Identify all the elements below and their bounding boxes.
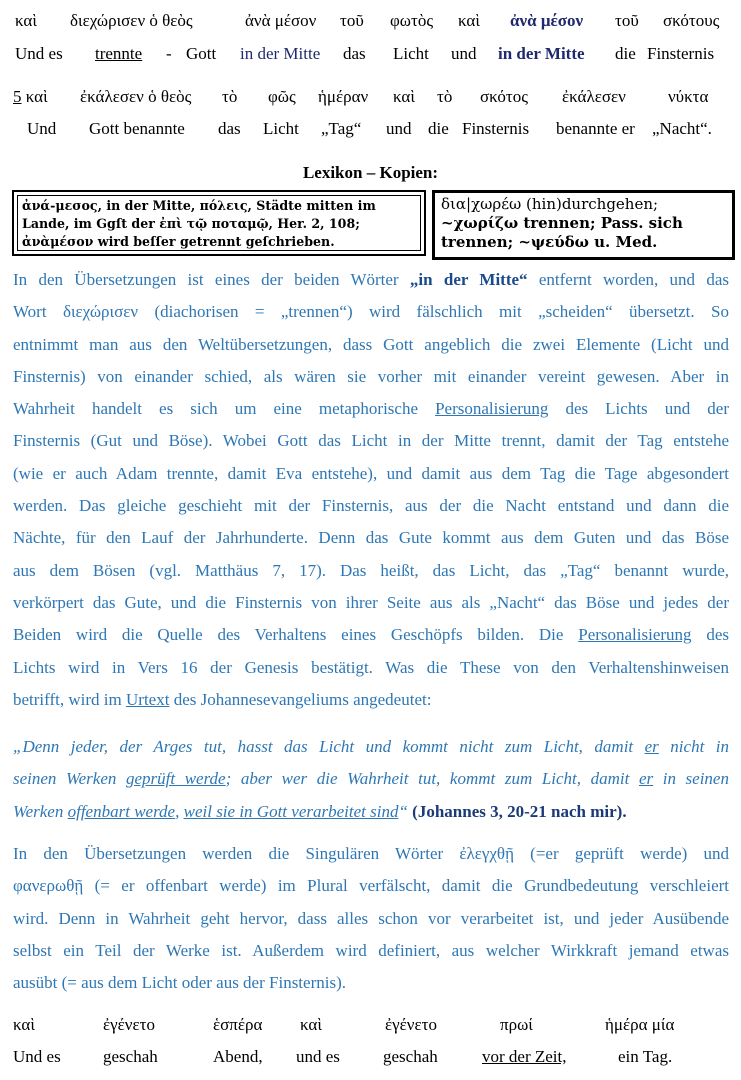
german-word: geschah	[103, 1047, 158, 1066]
german-word: in der Mitte	[498, 44, 585, 63]
lexicon-line: ~χωρίζω trennen; Pass. sich	[441, 214, 683, 232]
greek-word: πρωί	[500, 1015, 533, 1034]
text-line: Beiden wird die Quelle des Verhaltens eines Geschöpfs bilden. Die Personalisierung des	[13, 625, 729, 645]
german-word: benannte er	[556, 119, 635, 138]
greek-line-1	[0, 11, 741, 35]
text-line: entnimmt man aus den Weltübersetzungen, dass Gott angeblich die zwei Elemente (Licht und	[13, 334, 729, 354]
lexicon-line: ἀνά-μεσος, in der Mitte, πόλεις, Städte mitten im	[22, 198, 376, 213]
commentary-paragraph-2	[13, 838, 729, 999]
german-line-3	[0, 1047, 741, 1071]
greek-word: καὶ	[13, 1015, 35, 1034]
greek-word: ἑσπέρα	[213, 1015, 263, 1034]
german-word: Finsternis	[647, 44, 715, 63]
text-line: betrifft, wird im Urtext des Johannesevangeliums angedeutet:	[13, 689, 432, 709]
text-line: In den Übersetzungen werden die Singulären Wörter ἐλεγχθῇ (=er geprüft werde) und	[13, 844, 729, 863]
german-line-1	[0, 44, 741, 68]
text-line: aus dem Bösen (vgl. Matthäus 7, 17). Das heißt, das Licht, das „Tag“ benannt wurde,	[13, 560, 729, 580]
german-word: Abend,	[213, 1047, 263, 1066]
lexicon-line: Lande, im Ggſt der ἐπὶ τῷ ποταμῷ, Her. 2, 108;	[22, 216, 360, 231]
greek-word: ἀνὰ μέσον	[510, 11, 584, 30]
quote-line: Werken offenbart werde, weil sie in Gott verarbeitet sind“ (Johannes 3, 20-21 nach mir).	[13, 801, 627, 821]
lexicon-line: ἀνὰμέσον wird beſſer getrennt geſchrieben.	[22, 234, 335, 249]
bible-quote	[13, 731, 729, 828]
text-line: verkörpert das Gute, und die Finsternis von ihrer Seite aus als „Nacht“ das Böse und jedes der	[13, 592, 729, 612]
german-word: ein Tag.	[618, 1047, 673, 1066]
german-word: Und es	[13, 1047, 61, 1066]
lexicon-scan-1	[12, 190, 426, 256]
text-line: selbst ein Teil der Werke ist. Außerdem wird definiert, aus welcher Wirkkraft jemand etwas	[13, 940, 729, 960]
text-line: wird. Denn in Wahrheit geht hervor, dass alles schon vor verarbeitet ist, und jeder Ausübende	[13, 908, 729, 928]
text-line: Wort διεχώρισεν (diachorisen = „trennen“) wird fälschlich mit „scheiden“ übersetzt. So	[13, 302, 729, 322]
greek-word: ἡμέρα μία	[605, 1015, 675, 1034]
text-line: Nächte, für den Lauf der Jahrhunderte. Denn das Gute kommt aus dem Guten und das Böse	[13, 528, 729, 548]
text-line: In den Übersetzungen ist eines der beiden Wörter „in der Mitte“ entfernt worden, und das	[13, 270, 729, 289]
lexikon-title: Lexikon – Kopien:	[302, 163, 439, 182]
german-word: Und	[27, 119, 57, 138]
text-line: φανερωθῇ (= er offenbart werde) im Plural verfälscht, damit die Grundbedeutung verschleiert	[13, 876, 729, 896]
greek-word: σκότους	[663, 11, 720, 30]
lexicon-line: trennen; ~ψεύδω u. Med.	[441, 233, 658, 251]
german-word: das	[343, 44, 366, 63]
lexicon-scan-2	[432, 190, 735, 260]
german-word: die	[428, 119, 449, 138]
german-word: trennte	[95, 44, 143, 63]
greek-word: ἡμέραν	[318, 87, 369, 106]
german-word: Gott	[186, 44, 217, 63]
text-line: Lichts wird in Vers 16 der Genesis bestätigt. Was die These von den Verhaltenshinweisen	[13, 657, 729, 677]
greek-word: τὸ	[222, 87, 238, 106]
german-line-2	[0, 119, 741, 143]
german-word: Finsternis	[462, 119, 530, 138]
greek-word: τὸ	[437, 87, 453, 106]
greek-word: φωτὸς	[390, 11, 434, 30]
german-word: Licht	[263, 119, 299, 138]
text-line: Finsternis) von einander schied, als wären sie vorher mit einander vereint gewesen. Aber in	[13, 366, 729, 386]
greek-word: ἐγένετο	[385, 1015, 437, 1034]
text-line: Wahrheit handelt es sich um eine metaphorische Personalisierung des Lichts und der	[13, 399, 729, 419]
text-line: werden. Das gleiche geschieht mit der Finsternis, aus der die Nacht entstand und dann die	[13, 496, 729, 516]
commentary-paragraph	[13, 264, 729, 716]
german-word: Und es	[15, 44, 63, 63]
greek-word: τοῦ	[340, 11, 364, 30]
german-word: in der Mitte	[240, 44, 321, 63]
greek-word: ἐκάλεσεν	[562, 87, 626, 106]
german-word: vor der Zeit,	[482, 1047, 567, 1066]
german-word: -	[166, 44, 172, 63]
greek-word: νύκτα	[668, 87, 709, 106]
greek-word: σκότος	[480, 87, 528, 106]
greek-word: καὶ	[15, 11, 37, 30]
german-word: und	[451, 44, 477, 63]
greek-word: ἐκάλεσεν ὁ θεὸς	[80, 87, 192, 106]
german-word: „Tag“	[321, 119, 362, 138]
german-word: „Nacht“.	[652, 119, 712, 138]
greek-word: καὶ	[300, 1015, 322, 1034]
greek-word: καὶ	[458, 11, 480, 30]
greek-word: ἀνὰ μέσον	[245, 11, 317, 30]
german-word: die	[615, 44, 636, 63]
greek-word: ἐγένετο	[103, 1015, 155, 1034]
greek-word: φῶς	[268, 87, 296, 106]
greek-word: καὶ	[393, 87, 415, 106]
german-word: und	[386, 119, 412, 138]
quote-line: seinen Werken geprüft werde; aber wer die Wahrheit tut, kommt zum Licht, damit er in seinen	[13, 769, 729, 789]
german-word: Licht	[393, 44, 429, 63]
greek-word: διεχώρισεν ὁ θεὸς	[70, 11, 193, 30]
german-word: geschah	[383, 1047, 438, 1066]
lexicon-line: δια|χωρέω (hin)durchgehen;	[441, 195, 659, 213]
greek-line-3	[0, 1015, 741, 1039]
quote-line: „Denn jeder, der Arges tut, hasst das Licht und kommt nicht zum Licht, damit er nicht in	[13, 737, 730, 756]
greek-word: 5 καὶ	[13, 87, 48, 106]
quote-reference: (Johannes 3, 20-21 nach mir).	[412, 801, 627, 821]
greek-line-2	[0, 87, 741, 111]
text-line: ausübt (= aus dem Licht oder aus der Finsternis).	[13, 973, 346, 993]
german-word: und es	[296, 1047, 340, 1066]
german-word: Gott benannte	[89, 119, 185, 138]
german-word: das	[218, 119, 241, 138]
greek-word: τοῦ	[615, 11, 639, 30]
text-line: (wie er auch Adam trennte, damit Eva entstehe), und damit aus dem Tag die Tage abgesondert	[13, 463, 729, 483]
text-line: Finsternis (Gut und Böse). Wobei Gott das Licht in der Mitte trennt, damit der Tag entstehe	[13, 431, 729, 451]
